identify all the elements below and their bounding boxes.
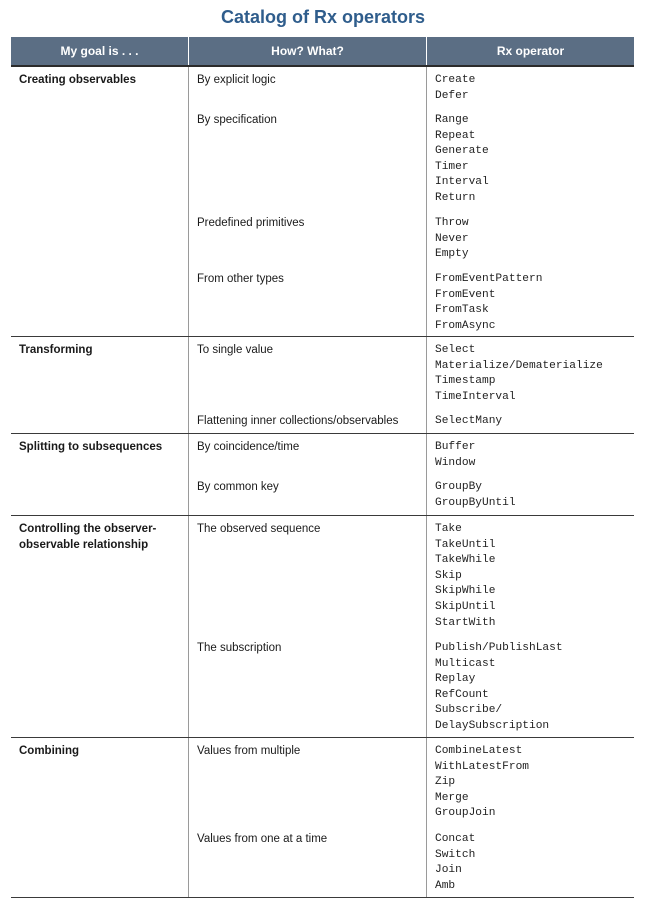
- table-row: [189, 408, 634, 433]
- table-row: [189, 826, 634, 897]
- table-row: [189, 516, 634, 635]
- goal-cell: Transforming: [11, 337, 189, 433]
- operator-cell: [427, 516, 634, 635]
- column-header-operator: Rx operator: [496, 44, 565, 58]
- operator-name: RefCount: [435, 688, 489, 701]
- table-row: [189, 434, 634, 474]
- operator-name: Generate: [435, 145, 489, 158]
- goal-group: [11, 67, 634, 337]
- how-cell: The subscription: [189, 635, 427, 737]
- operator-name: Select: [435, 344, 476, 356]
- operator-cell: [427, 266, 634, 336]
- operator-name: Defer: [435, 89, 469, 102]
- operator-cell: [427, 337, 634, 408]
- operator-name: StartWith: [435, 616, 496, 629]
- operator-cell: [427, 408, 634, 433]
- goal-cell: Combining: [11, 738, 189, 897]
- operator-name: Buffer: [435, 441, 476, 453]
- how-cell: By specification: [189, 107, 427, 210]
- table-row: [189, 738, 634, 826]
- goal-group: [11, 337, 634, 434]
- operator-cell: [427, 210, 634, 266]
- how-cell: The observed sequence: [189, 516, 427, 635]
- operator-name: WithLatestFrom: [435, 760, 529, 773]
- how-cell: From other types: [189, 266, 427, 336]
- operator-name: Return: [435, 191, 476, 204]
- table-row: [189, 266, 634, 336]
- operator-name: Skip: [435, 569, 462, 582]
- table-row: [189, 474, 634, 515]
- operator-name: Materialize/Dematerialize: [435, 359, 603, 372]
- operator-name: SkipUntil: [435, 600, 496, 613]
- operator-name: Never: [435, 232, 469, 245]
- operator-name: Subscribe/: [435, 704, 503, 717]
- how-cell: Flattening inner collections/observables: [189, 408, 427, 433]
- operator-cell: [427, 635, 634, 737]
- table-row: [189, 67, 634, 107]
- goal-cell: Controlling the observer-observable relationship: [11, 516, 189, 737]
- operator-name: Concat: [435, 833, 476, 845]
- operator-name: Empty: [435, 248, 469, 261]
- operator-cell: [427, 474, 634, 515]
- how-cell: Predefined primitives: [189, 210, 427, 266]
- operator-name: FromAsync: [435, 319, 496, 332]
- operator-cell: [427, 107, 634, 210]
- goal-subrows: [189, 738, 634, 897]
- goal-subrows: [189, 67, 634, 336]
- operator-name: TimeInterval: [435, 390, 516, 403]
- operator-cell: [427, 434, 634, 474]
- table-row: [189, 210, 634, 266]
- goal-cell: Splitting to subsequences: [11, 434, 189, 515]
- operator-name: Zip: [435, 776, 456, 789]
- operator-name: FromTask: [435, 304, 489, 317]
- operator-name: Window: [435, 456, 476, 469]
- table-row: [189, 635, 634, 737]
- goal-group: [11, 516, 634, 738]
- column-header-goal: My goal is . . .: [11, 37, 189, 65]
- operator-name: Range: [435, 114, 469, 126]
- operator-catalog-table: [11, 37, 634, 898]
- how-cell: Values from multiple: [189, 738, 427, 826]
- page-title: Catalog of Rx operators: [220, 7, 426, 27]
- operator-name: Timer: [435, 160, 469, 173]
- how-cell: To single value: [189, 337, 427, 408]
- operator-name: Multicast: [435, 657, 496, 670]
- goal-subrows: [189, 516, 634, 737]
- operator-cell: [427, 738, 634, 826]
- operator-name: Replay: [435, 673, 476, 686]
- operator-name: DelaySubscription: [435, 719, 550, 732]
- operator-name: Amb: [435, 879, 456, 892]
- operator-name: Create: [435, 74, 476, 86]
- how-cell: By coincidence/time: [189, 434, 427, 474]
- goal-group: [11, 738, 634, 898]
- operator-name: Throw: [435, 217, 469, 229]
- operator-name: Join: [435, 864, 462, 877]
- operator-name: Take: [435, 523, 462, 535]
- operator-name: CombineLatest: [435, 745, 523, 757]
- table-row: [189, 337, 634, 408]
- how-cell: By common key: [189, 474, 427, 515]
- goal-subrows: [189, 337, 634, 433]
- operator-name: Switch: [435, 848, 476, 861]
- operator-name: SelectMany: [435, 415, 503, 427]
- operator-name: GroupByUntil: [435, 496, 516, 509]
- table-row: [189, 107, 634, 210]
- operator-name: Timestamp: [435, 375, 496, 388]
- column-header-how: How? What?: [189, 37, 427, 65]
- operator-name: Publish/PublishLast: [435, 642, 563, 654]
- operator-name: Repeat: [435, 129, 476, 142]
- operator-name: Merge: [435, 791, 469, 804]
- how-cell: Values from one at a time: [189, 826, 427, 897]
- operator-name: FromEvent: [435, 288, 496, 301]
- operator-name: GroupJoin: [435, 807, 496, 820]
- operator-name: GroupBy: [435, 481, 482, 493]
- operator-name: TakeUntil: [435, 538, 496, 551]
- operator-cell: [427, 826, 634, 897]
- operator-name: TakeWhile: [435, 554, 496, 567]
- goal-group: [11, 434, 634, 516]
- operator-name: SkipWhile: [435, 585, 496, 598]
- goal-cell: Creating observables: [11, 67, 189, 336]
- table-header: [11, 37, 634, 67]
- operator-name: FromEventPattern: [435, 273, 543, 285]
- goal-subrows: [189, 434, 634, 515]
- how-cell: By explicit logic: [189, 67, 427, 107]
- operator-name: Interval: [435, 176, 489, 189]
- table-body: [11, 67, 634, 898]
- operator-cell: [427, 67, 634, 107]
